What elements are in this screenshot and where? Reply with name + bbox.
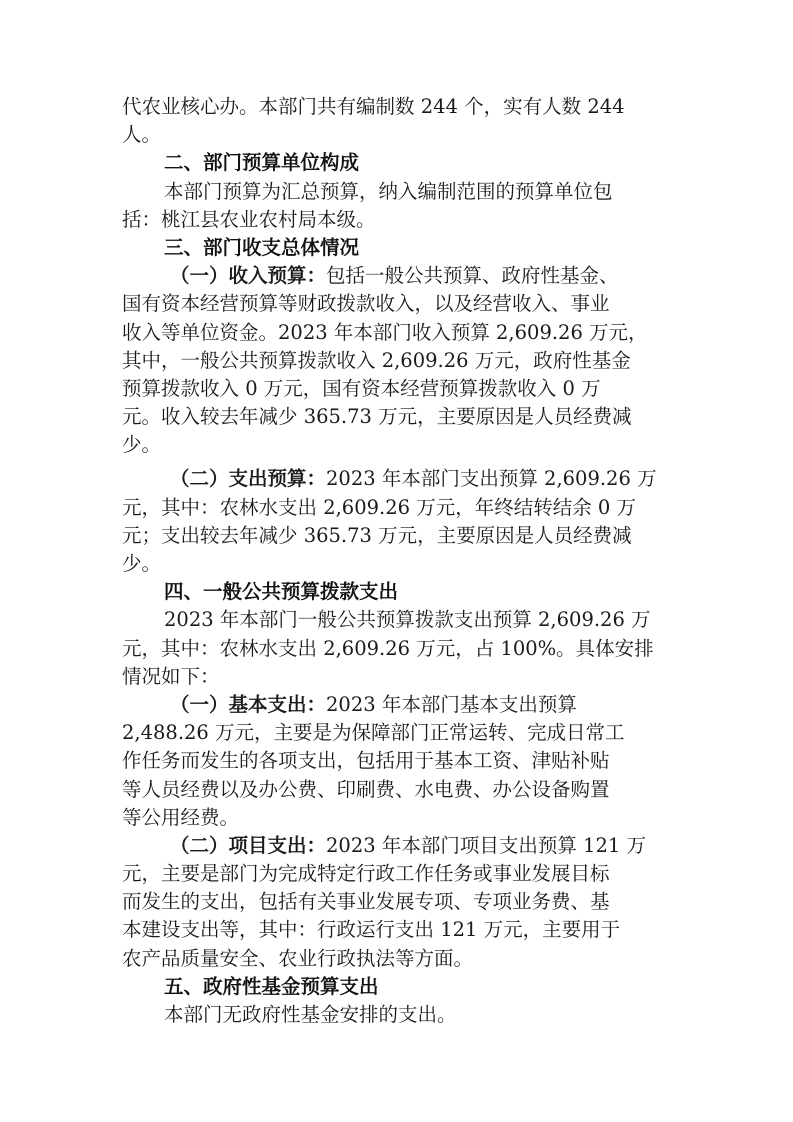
text-span: 2023 年本部门支出预算 2,609.26 万 xyxy=(326,467,657,491)
text-line: 而发生的支出，包括有关事业发展专项、专项业务费、基 xyxy=(122,890,610,914)
text-line: 其中，一般公共预算拨款收入 2,609.26 万元，政府性基金 xyxy=(122,348,631,372)
text-line: 代农业核心办。本部门共有编制数 244 个，实有人数 244 xyxy=(122,95,625,118)
income-lead: （一）收入预算： xyxy=(170,264,327,288)
text-line: 本建设支出等，其中：行政运行支出 121 万元，主要用于 xyxy=(122,918,621,942)
section-heading-4: 四、一般公共预算拨款支出 xyxy=(164,580,399,604)
text-span: 包括一般公共预算、政府性基金、 xyxy=(326,264,619,288)
text-span: 2023 年本部门项目支出预算 121 万 xyxy=(326,833,646,857)
paragraph-basic-expense-first-line xyxy=(122,691,677,719)
expense-lead: （二）支出预算： xyxy=(170,467,327,491)
text-line: 收入等单位资金。2023 年本部门收入预算 2,609.26 万元， xyxy=(122,320,648,344)
project-expense-lead: （二）项目支出： xyxy=(170,833,327,857)
text-line: 少。 xyxy=(122,552,162,575)
text-line: 本部门预算为汇总预算，纳入编制范围的预算单位包 xyxy=(164,179,613,203)
paragraph-expense-first-line xyxy=(122,465,677,493)
document-page xyxy=(122,93,677,1029)
text-line: 农产品质量安全、农业行政执法等方面。 xyxy=(122,946,474,970)
paragraph-project-expense-first-line xyxy=(122,832,677,860)
paragraph-income-first-line xyxy=(122,262,677,290)
section-heading-5: 五、政府性基金预算支出 xyxy=(164,974,379,998)
text-line: 2023 年本部门一般公共预算拨款支出预算 2,609.26 万 xyxy=(164,608,651,632)
text-line: 等公用经费。 xyxy=(122,805,240,829)
text-line: 2,488.26 万元，主要是为保障部门正常运转、完成日常工 xyxy=(122,721,625,745)
section-heading-2: 二、部门预算单位构成 xyxy=(164,151,360,175)
text-line: 元。收入较去年减少 365.73 万元，主要原因是人员经费减 xyxy=(122,405,632,429)
text-line: 少。 xyxy=(122,433,162,457)
text-line: 元，其中：农林水支出 2,609.26 万元，年终结转结余 0 万 xyxy=(122,495,637,519)
text-line: 人。 xyxy=(122,123,162,147)
text-line: 元，其中：农林水支出 2,609.26 万元，占 100%。具体安排 xyxy=(122,636,654,660)
text-line: 等人员经费以及办公费、印刷费、水电费、办公设备购置 xyxy=(122,777,610,801)
text-line: 元；支出较去年减少 365.73 万元，主要原因是人员经费减 xyxy=(122,523,632,547)
text-line: 本部门无政府性基金安排的支出。 xyxy=(164,1003,457,1026)
text-line: 情况如下： xyxy=(122,664,220,688)
section-heading-3: 三、部门收支总体情况 xyxy=(164,235,360,259)
text-line: 元，主要是部门为完成特定行政工作任务或事业发展目标 xyxy=(122,862,610,886)
text-span: 2023 年本部门基本支出预算 xyxy=(326,692,577,716)
text-line: 作任务而发生的各项支出，包括用于基本工资、津贴补贴 xyxy=(122,749,610,773)
text-line: 括：桃江县农业农村局本级。 xyxy=(122,207,376,231)
text-line: 国有资本经营预算等财政拨款收入，以及经营收入、事业 xyxy=(122,292,610,316)
text-line: 预算拨款收入 0 万元，国有资本经营预算拨款收入 0 万 xyxy=(122,376,601,400)
basic-expense-lead: （一）基本支出： xyxy=(170,692,327,716)
